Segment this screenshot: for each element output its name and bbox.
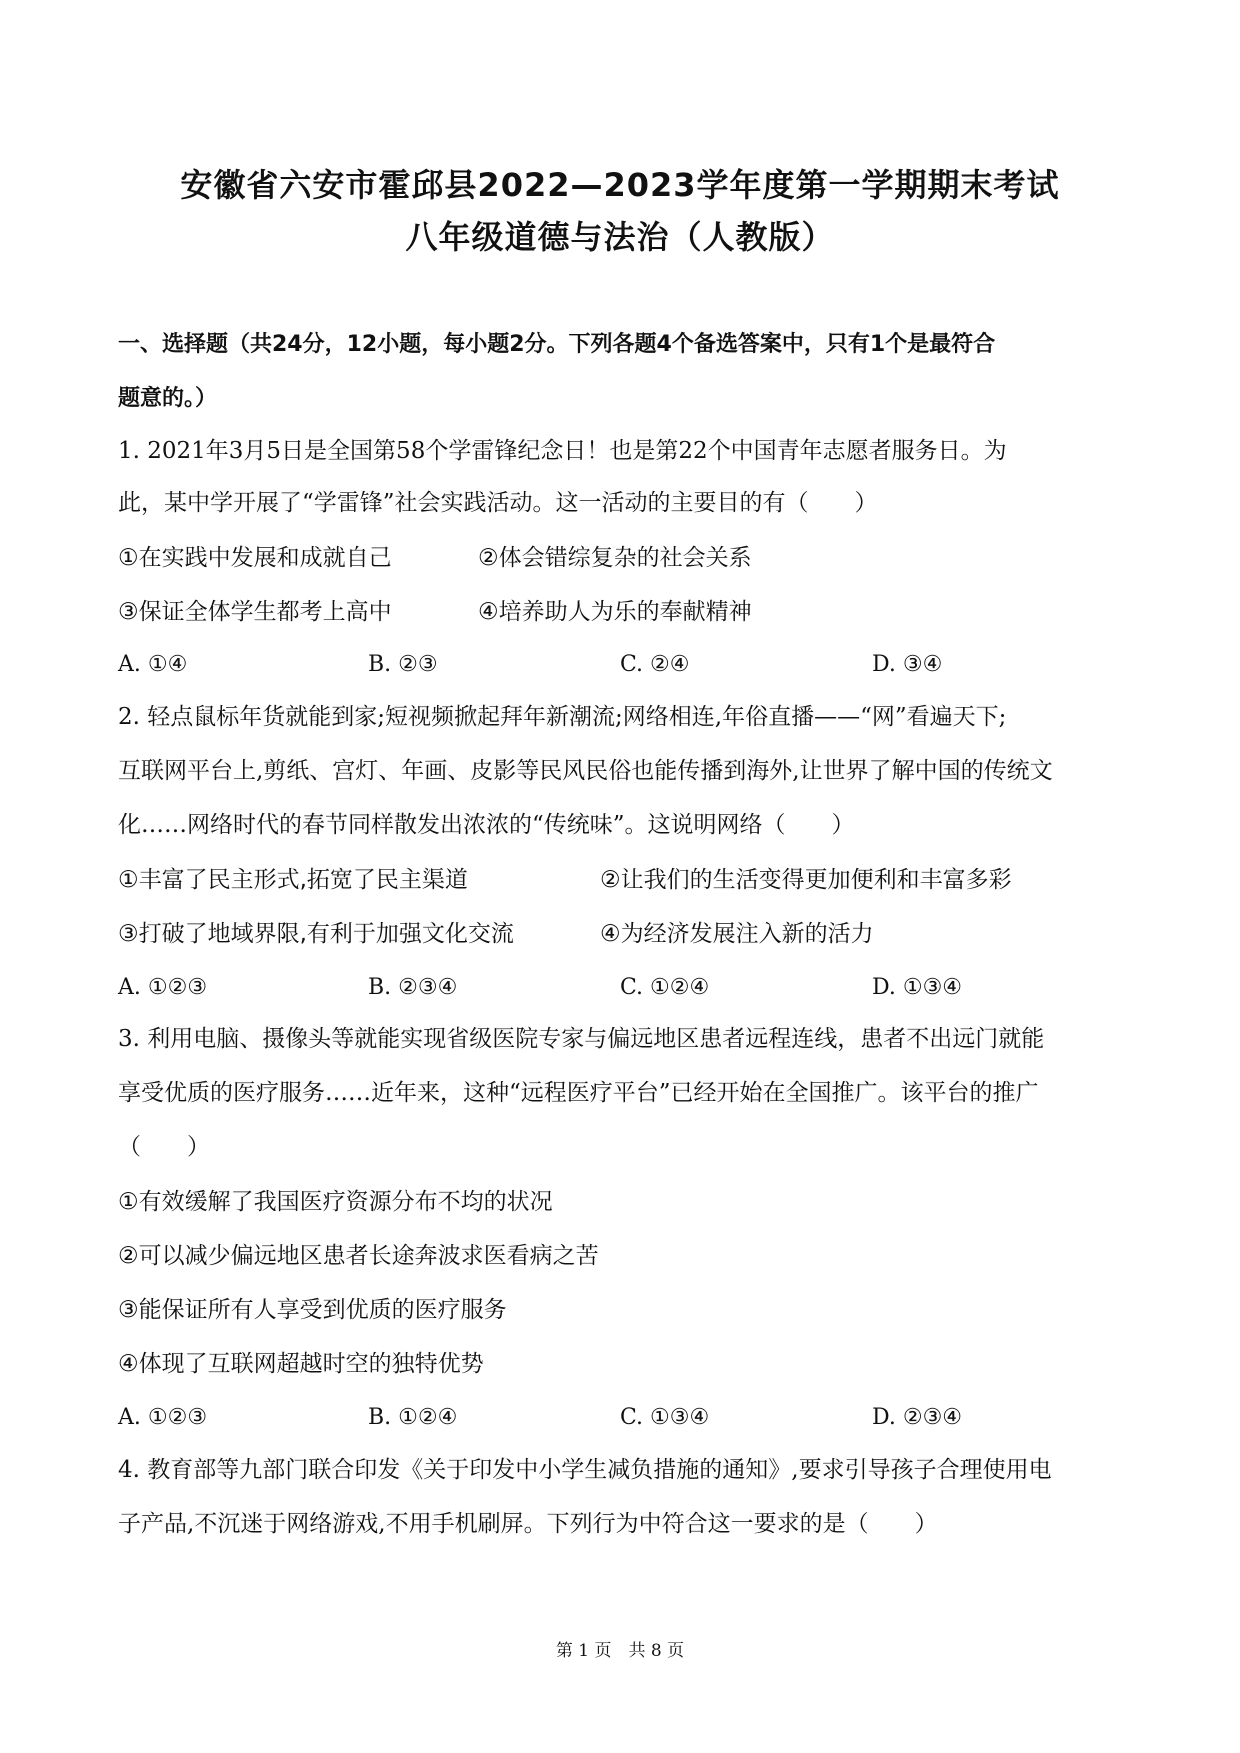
question-1-option: ②体会错综复杂的社会关系 bbox=[478, 545, 752, 571]
question-2-option: ③打破了地域界限,有利于加强文化交流 bbox=[118, 921, 514, 947]
exam-title: 安徽省六安市霍邱县2022—2023学年度第一学期期末考试 bbox=[180, 166, 1060, 204]
question-3-stem: （ ） bbox=[118, 1134, 210, 1160]
question-2-option: ④为经济发展注入新的活力 bbox=[600, 921, 874, 947]
question-2-stem: 互联网平台上,剪纸、宫灯、年画、皮影等民风民俗也能传播到海外,让世界了解中国的传统文 bbox=[118, 758, 1053, 784]
question-2-answer-a: A. ①②③ bbox=[118, 975, 208, 1000]
question-3-option: ④体现了互联网超越时空的独特优势 bbox=[118, 1351, 484, 1377]
question-2-option: ①丰富了民主形式,拓宽了民主渠道 bbox=[118, 867, 468, 893]
question-3-option: ②可以减少偏远地区患者长途奔波求医看病之苦 bbox=[118, 1243, 599, 1269]
question-1-answer-d: D. ③④ bbox=[872, 652, 943, 677]
question-3-option: ③能保证所有人享受到优质的医疗服务 bbox=[118, 1297, 507, 1323]
question-3-stem: 享受优质的医疗服务……近年来，这种“远程医疗平台”已经开始在全国推广。该平台的推广 bbox=[118, 1080, 1039, 1106]
question-4-stem: 子产品,不沉迷于网络游戏,不用手机刷屏。下列行为中符合这一要求的是（ ） bbox=[118, 1511, 938, 1537]
question-3-option: ①有效缓解了我国医疗资源分布不均的状况 bbox=[118, 1189, 553, 1215]
question-1-stem: 此，某中学开展了“学雷锋”社会实践活动。这一活动的主要目的有（ ） bbox=[118, 490, 878, 516]
question-1-option: ①在实践中发展和成就自己 bbox=[118, 545, 392, 571]
question-1-option: ③保证全体学生都考上高中 bbox=[118, 599, 392, 625]
question-1-option: ④培养助人为乐的奉献精神 bbox=[478, 599, 752, 625]
question-3-answer-a: A. ①②③ bbox=[118, 1405, 208, 1430]
section-heading-cont: 题意的。） bbox=[118, 386, 218, 411]
question-4-stem: 4. 教育部等九部门联合印发《关于印发中小学生减负措施的通知》,要求引导孩子合理使用电 bbox=[118, 1457, 1052, 1483]
question-2-answer-b: B. ②③④ bbox=[368, 975, 458, 1000]
section-heading: 一、选择题（共24分，12小题，每小题2分。下列各题4个备选答案中，只有1个是最符合 bbox=[118, 332, 996, 357]
question-1-answer-a: A. ①④ bbox=[118, 652, 188, 677]
question-2-answer-c: C. ①②④ bbox=[620, 975, 710, 1000]
question-3-answer-c: C. ①③④ bbox=[620, 1405, 710, 1430]
exam-subtitle: 八年级道德与法治（人教版） bbox=[405, 218, 835, 256]
question-2-option: ②让我们的生活变得更加便利和丰富多彩 bbox=[600, 867, 1012, 893]
question-1-answer-b: B. ②③ bbox=[368, 652, 438, 677]
question-1-answer-c: C. ②④ bbox=[620, 652, 690, 677]
page-number: 第 1 页 共 8 页 bbox=[555, 1641, 685, 1661]
question-2-stem: 2. 轻点鼠标年货就能到家;短视频掀起拜年新潮流;网络相连,年俗直播——“网”看遍天下; bbox=[118, 704, 1007, 730]
question-3-answer-d: D. ②③④ bbox=[872, 1405, 963, 1430]
question-2-stem: 化……网络时代的春节同样散发出浓浓的“传统味”。这说明网络（ ） bbox=[118, 812, 855, 838]
question-1-stem: 1. 2021年3月5日是全国第58个学雷锋纪念日！也是第22个中国青年志愿者服务日。为 bbox=[118, 438, 1007, 464]
question-3-stem: 3. 利用电脑、摄像头等就能实现省级医院专家与偏远地区患者远程连线，患者不出远门就能 bbox=[118, 1026, 1045, 1052]
question-2-answer-d: D. ①③④ bbox=[872, 975, 963, 1000]
question-3-answer-b: B. ①②④ bbox=[368, 1405, 458, 1430]
